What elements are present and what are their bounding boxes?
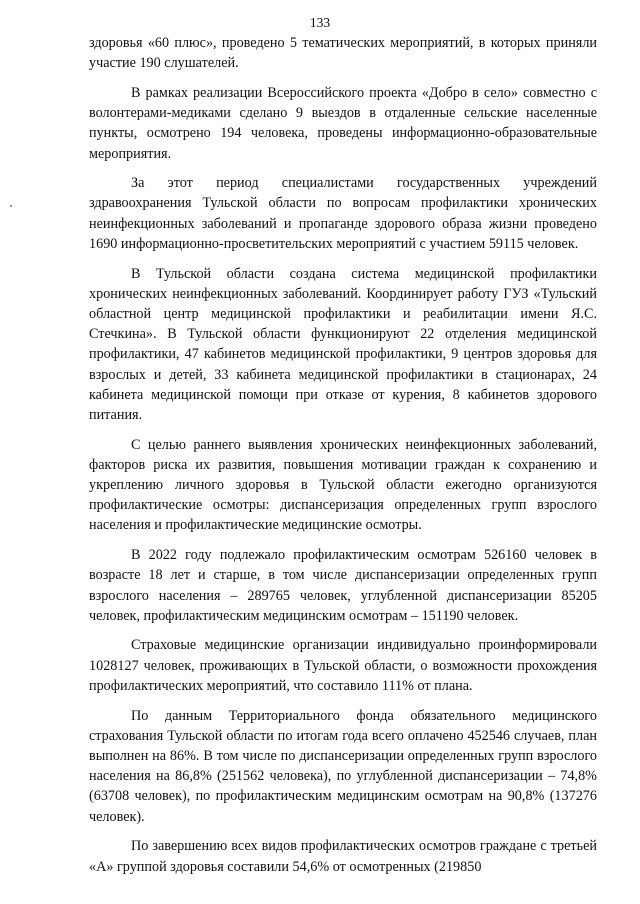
paragraph-2: В рамках реализации Всероссийского проекта «Добро в село» совместно с волонтерами-медиками сделано 9 выездов в отдаленные сельские населенные пункты, осмотрено 194 человека, проведены информационно-образовательные мероприятия. bbox=[89, 84, 597, 162]
paragraph-8: По данным Территориального фонда обязательного медицинского страхования Тульской области по итогам года всего оплачено 452546 случаев, план выполнен на 86%. В том числе по диспансеризации определенных групп взрослого населения на 86,8% (251562 человека), по углубленной диспансеризации – 74,8% (63708 человек), по профилактическим медицинским осмотрам на 90,8% (137276 человек). bbox=[89, 707, 597, 825]
page-number: 133 bbox=[309, 15, 331, 30]
scan-artifact bbox=[10, 205, 12, 207]
paragraph-1: здоровья «60 плюс», проведено 5 тематических мероприятий, в которых приняли участие 190 слушателей. bbox=[89, 35, 597, 72]
paragraph-3: За этот период специалистами государственных учреждений здравоохранения Тульской области по вопросам профилактики хронических неинфекционных заболеваний и пропаганде здорового образа жизни проведено 1690 информационно-просветительских мероприятий с участием 59115 человек. bbox=[89, 175, 597, 252]
paragraph-5: С целью раннего выявления хронических неинфекционных заболеваний, факторов риска их развития, повышения мотивации граждан к сохранению и укреплению личного здоровья в Тульской области ежегодно организуются профилактические осмотры: диспансеризация определенных групп взрослого населения и профилактические медицинские осмотры. bbox=[89, 436, 597, 534]
document-body bbox=[89, 33, 597, 886]
paragraph-6: В 2022 году подлежало профилактическим осмотрам 526160 человек в возрасте 18 лет и старше, в том числе диспансеризации определенных групп взрослого населения – 289765 человек, углубленной диспансеризации 85205 человек, профилактическим медицинским осмотрам – 151190 человек. bbox=[89, 547, 597, 624]
paragraph-9: По завершению всех видов профилактических осмотров граждане с третьей «А» группой здоровья составили 54,6% от осмотренных (219850 bbox=[89, 838, 597, 875]
paragraph-7: Страховые медицинские организации индивидуально проинформировали 1028127 человек, проживающих в Тульской области, о возможности прохождения профилактических мероприятий, что составило 111% от плана. bbox=[89, 637, 597, 694]
paragraph-4: В Тульской области создана система медицинской профилактики хронических неинфекционных заболеваний. Координирует работу ГУЗ «Тульский областной центр медицинской профилактики и реабилитации имени Я.С. Стечкина». В Тульской области функционируют 22 отделения медицинской профилактики, 47 кабинетов медицинской профилактики, 9 центров здоровья для взрослых и детей, 33 кабинета медицинской профилактики в стационарах, 24 кабинета медицинской помощи при отказе от курения, 8 кабинетов здорового питания. bbox=[89, 265, 597, 423]
